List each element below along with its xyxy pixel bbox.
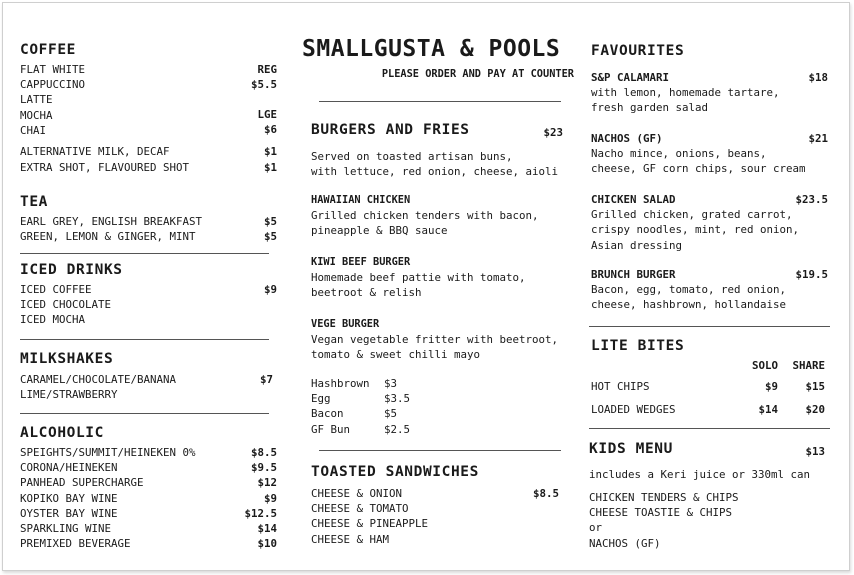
kids-line: or: [589, 521, 603, 535]
milkshakes-list: [20, 372, 176, 402]
favourite-desc: Nacho mince, onions, beans,: [591, 147, 767, 161]
coffee-item: CHAI: [20, 123, 47, 137]
burger-extras: [311, 376, 370, 437]
burger-desc: Grilled chicken tenders with bacon,: [311, 209, 539, 223]
burger-name: HAWAIIAN CHICKEN: [311, 194, 411, 206]
favourite-desc: fresh garden salad: [591, 101, 709, 115]
burger-desc: Vegan vegetable fritter with beetroot,: [311, 333, 559, 347]
toasted-list: [311, 486, 428, 547]
burger-item: [311, 193, 539, 239]
favourite-name: CHICKEN SALAD: [591, 193, 676, 206]
lite-share-label: SHARE: [792, 359, 825, 372]
favourite-item: [591, 70, 780, 116]
favourite-desc: with lemon, homemade tartare,: [591, 86, 780, 100]
milkshakes-price: $7: [259, 373, 273, 386]
divider: [319, 450, 561, 451]
extra-name: GF Bun: [311, 422, 351, 436]
alcoholic-heading: ALCOHOLIC: [20, 425, 104, 441]
toasted-item: CHEESE & PINEAPPLE: [311, 517, 429, 531]
kids-line: CHEESE TOASTIE & CHIPS: [589, 506, 733, 520]
tea-heading: TEA: [20, 194, 48, 210]
divider: [589, 326, 830, 327]
tea-price: $5: [263, 230, 277, 243]
lite-item: LOADED WEDGES: [591, 403, 676, 416]
burgers-heading: BURGERS AND FRIES: [311, 122, 470, 138]
burger-item: [311, 255, 526, 301]
burgers-intro: [311, 149, 558, 179]
iced-heading: ICED DRINKS: [20, 262, 123, 278]
intro-line: Served on toasted artisan buns,: [311, 150, 513, 163]
toasted-heading: TOASTED SANDWICHES: [311, 464, 479, 480]
alcoholic-price: $9.5: [250, 461, 277, 475]
alcoholic-item: SPEIGHTS/SUMMIT/HEINEKEN 0%: [20, 446, 196, 459]
favourite-desc: Bacon, egg, tomato, red onion,: [591, 283, 787, 297]
coffee-extra-row: ALTERNATIVE MILK, DECAF: [20, 145, 170, 158]
alcoholic-price: $10: [257, 537, 277, 551]
coffee-item: FLAT WHITE: [20, 63, 86, 76]
divider: [589, 428, 830, 429]
kids-line: CHICKEN TENDERS & CHIPS: [589, 491, 739, 504]
extra-name: Bacon: [311, 407, 344, 421]
coffee-item: LATTE: [20, 93, 53, 107]
lite-share-price: $15: [805, 380, 825, 393]
burger-desc: beetroot & relish: [311, 286, 422, 300]
coffee-extra-row: EXTRA SHOT, FLAVOURED SHOT: [20, 161, 190, 174]
milkshake-line: LIME/STRAWBERRY: [20, 388, 118, 402]
kids-note: includes a Keri juice or 330ml can: [589, 468, 811, 481]
alcoholic-item: SPARKLING WINE: [20, 522, 112, 536]
iced-price: $9: [263, 283, 277, 296]
divider: [20, 339, 269, 340]
lite-solo-label: SOLO: [751, 359, 778, 372]
burger-item: [311, 317, 558, 363]
coffee-lge-price: $6: [263, 123, 277, 136]
coffee-reg-price: $5.5: [250, 78, 277, 91]
kids-line: NACHOS (GF): [589, 536, 661, 550]
coffee-item: CAPPUCCINO: [20, 78, 86, 92]
tea-item: EARL GREY, ENGLISH BREAKFAST: [20, 215, 203, 228]
toasted-item: CHEESE & TOMATO: [311, 502, 409, 516]
toasted-price: $8.5: [532, 487, 559, 500]
favourite-name: S&P CALAMARI: [591, 71, 670, 84]
extra-price: $2.5: [384, 422, 411, 436]
intro-line: with lettuce, red onion, cheese, aioli: [311, 165, 559, 179]
lite-share-price: $20: [805, 403, 825, 416]
alcoholic-item: CORONA/HEINEKEN: [20, 461, 118, 475]
alcoholic-price: $12: [257, 476, 277, 490]
alcoholic-price: $12.5: [244, 506, 277, 520]
burger-desc: tomato & sweet chilli mayo: [311, 348, 481, 362]
favourite-desc: Asian dressing: [591, 238, 683, 252]
milkshake-line: CARAMEL/CHOCOLATE/BANANA: [20, 373, 177, 386]
alcoholic-prices: [244, 445, 277, 551]
alcoholic-item: PREMIXED BEVERAGE: [20, 537, 131, 551]
toasted-item: CHEESE & HAM: [311, 532, 390, 546]
favourite-price: $23.5: [795, 193, 828, 206]
alcoholic-price: $9: [263, 491, 277, 505]
favourite-desc: Grilled chicken, grated carrot,: [591, 208, 793, 222]
alcoholic-price: $8.5: [250, 446, 277, 459]
favourite-price: $19.5: [795, 268, 828, 281]
page-title: SMALLGUSTA & POOLS: [302, 36, 561, 62]
burger-desc: Homemade beef pattie with tomato,: [311, 271, 526, 285]
favourite-item: [591, 267, 786, 313]
favourite-name: BRUNCH BURGER: [591, 268, 676, 281]
iced-list: [20, 282, 111, 328]
page-subtitle: PLEASE ORDER AND PAY AT COUNTER: [381, 68, 574, 80]
toasted-item: CHEESE & ONION: [311, 487, 403, 500]
extra-name: Egg: [311, 392, 331, 406]
favourite-name: NACHOS (GF): [591, 132, 663, 145]
burger-extra-prices: [384, 376, 410, 437]
extra-price: $3.5: [384, 392, 411, 406]
coffee-list: [20, 62, 85, 138]
favourite-desc: cheese, hashbrown, hollandaise: [591, 298, 787, 312]
burger-name: KIWI BEEF BURGER: [311, 256, 411, 268]
tea-price: $5: [263, 215, 277, 228]
kids-list: [589, 490, 739, 551]
extra-name: Hashbrown: [311, 377, 370, 390]
divider: [319, 101, 561, 102]
burger-desc: pineapple & BBQ sauce: [311, 224, 448, 238]
kids-heading: KIDS MENU: [589, 441, 673, 457]
favourite-price: $18: [808, 71, 828, 84]
alcoholic-item: KOPIKO BAY WINE: [20, 491, 118, 505]
tea-item: GREEN, LEMON & GINGER, MINT: [20, 230, 196, 243]
milkshakes-heading: MILKSHAKES: [20, 351, 114, 367]
coffee-extra-price: $1: [263, 145, 277, 158]
coffee-reg-label: REG: [257, 63, 277, 76]
iced-item: ICED COFFEE: [20, 283, 92, 296]
burgers-price: $23: [543, 126, 563, 139]
kids-price: $13: [805, 445, 825, 458]
lite-solo-price: $9: [764, 380, 778, 393]
lite-heading: LITE BITES: [591, 338, 685, 354]
coffee-item: MOCHA: [20, 108, 53, 122]
coffee-lge-label: LGE: [257, 108, 277, 121]
favourite-desc: cheese, GF corn chips, sour cream: [591, 162, 806, 176]
extra-price: $5: [384, 407, 398, 421]
favourite-item: [591, 192, 799, 253]
iced-item: ICED MOCHA: [20, 313, 86, 327]
extra-price: $3: [384, 377, 398, 390]
iced-item: ICED CHOCOLATE: [20, 298, 112, 312]
alcoholic-item: PANHEAD SUPERCHARGE: [20, 476, 144, 490]
divider: [20, 413, 269, 414]
lite-solo-price: $14: [758, 403, 778, 416]
favourite-desc: crispy noodles, mint, red onion,: [591, 223, 800, 237]
favourite-price: $21: [808, 132, 828, 145]
coffee-heading: COFFEE: [20, 42, 76, 58]
alcoholic-item: OYSTER BAY WINE: [20, 506, 118, 520]
lite-item: HOT CHIPS: [591, 380, 650, 393]
favourites-heading: FAVOURITES: [591, 43, 685, 59]
divider: [20, 253, 269, 254]
alcoholic-price: $14: [257, 522, 277, 536]
favourite-item: [591, 131, 806, 177]
coffee-extra-price: $1: [263, 161, 277, 174]
burger-name: VEGE BURGER: [311, 318, 380, 330]
alcoholic-list: [20, 445, 196, 551]
